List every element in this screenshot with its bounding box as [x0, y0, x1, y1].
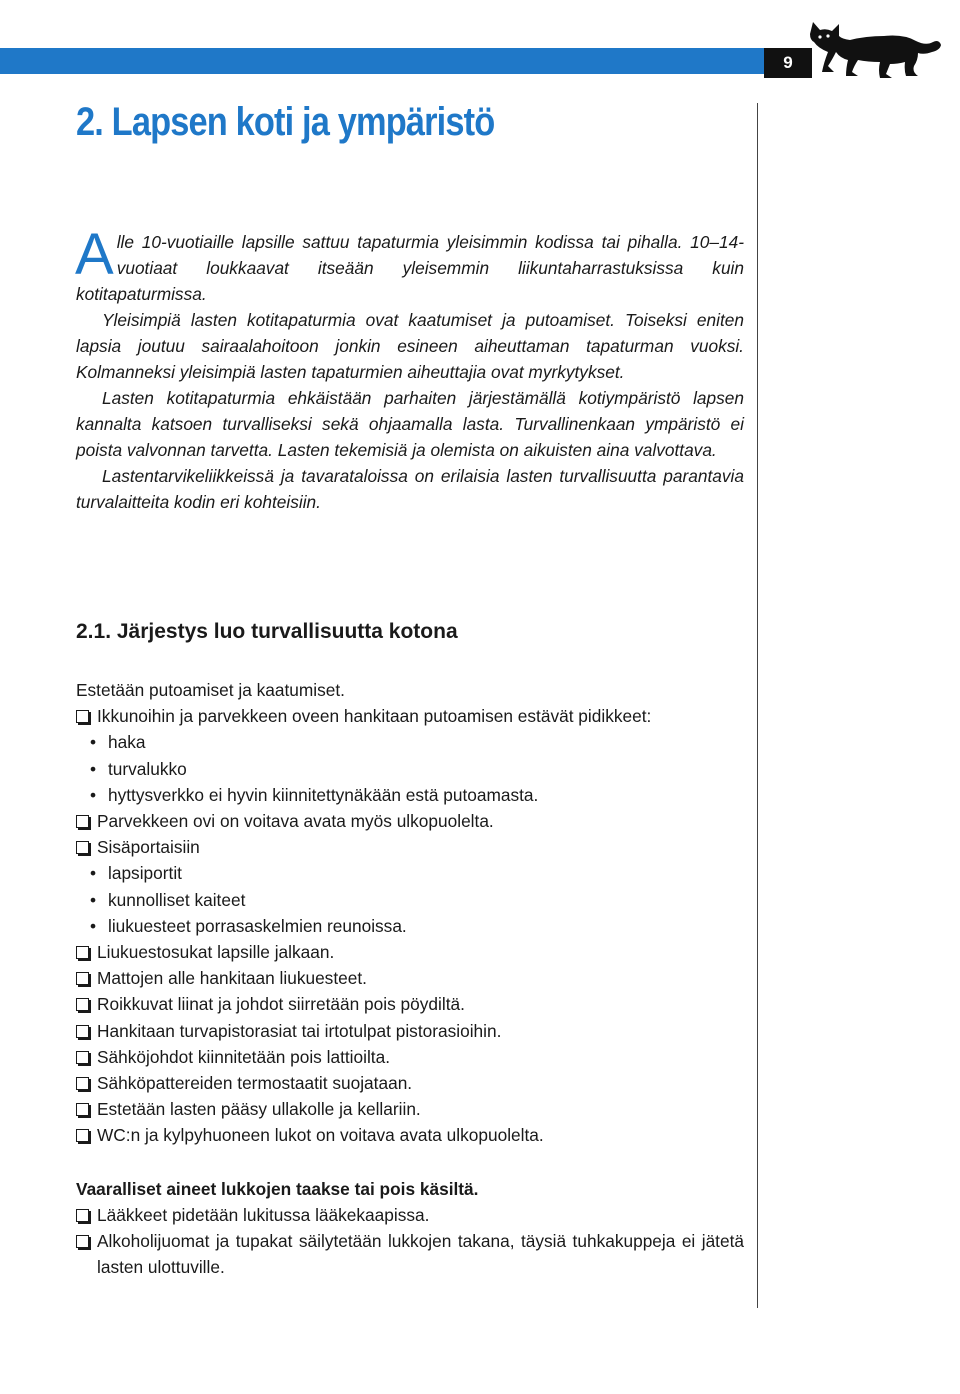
bullet-icon: • — [90, 784, 97, 805]
list-item: Sisäportaisiin — [76, 834, 744, 860]
intro-text — [75, 222, 744, 515]
list-item: Sähköjohdot kiinnitetään pois lattioilta. — [76, 1044, 744, 1070]
bullet-icon: • — [90, 758, 97, 779]
hazard-heading: Vaaralliset aineet lukkojen taakse tai pois käsiltä. — [76, 1178, 479, 1199]
drop-cap: A — [75, 222, 114, 287]
checkbox-icon — [76, 1077, 89, 1090]
page-number: 9 — [764, 48, 812, 78]
chapter-title: 2. Lapsen koti ja ympäristö — [76, 100, 495, 144]
sub-list-item: • lapsiportit — [76, 860, 744, 886]
list-item: Mattojen alle hankitaan liukuesteet. — [76, 965, 744, 991]
bullet-icon: • — [90, 732, 97, 753]
list-item: Lääkkeet pidetään lukitussa lääkekaapissa. — [76, 1202, 744, 1228]
list-item: Parvekkeen ovi on voitava avata myös ulkopuolelta. — [76, 808, 744, 834]
sub-list-item: • kunnolliset kaiteet — [76, 887, 744, 913]
checkbox-icon — [76, 972, 89, 985]
list-item: Roikkuvat liinat ja johdot siirretään pois pöydiltä. — [76, 991, 744, 1017]
checkbox-icon — [76, 815, 89, 828]
intro-paragraph-2: Yleisimpiä lasten kotitapaturmia ovat kaatumiset ja putoamiset. Toiseksi eniten lapsia joutuu sairaalahoitoon jonkin esineen aiheuttaman tapaturman vuoksi. Kolmanneksi yleisimpiä lasten tapaturmien aiheuttajia ovat myrkytykset. — [76, 310, 744, 382]
list-item: Hankitaan turvapistorasiat tai irtotulpat pistorasioihin. — [76, 1018, 744, 1044]
header-band — [0, 48, 812, 74]
checkbox-icon — [76, 1129, 89, 1142]
cat-icon — [806, 14, 944, 80]
list-item: Liukuestosukat lapsille jalkaan. — [76, 939, 744, 965]
checkbox-icon — [76, 1025, 89, 1038]
bullet-icon: • — [90, 889, 97, 910]
list-item: Sähköpattereiden termostaatit suojataan. — [76, 1070, 744, 1096]
intro-paragraph-4: Lastentarvikeliikkeissä ja tavarataloissa on erilaisia lasten turvallisuutta parantavia turvalaitteita kodin eri kohteisiin. — [76, 466, 744, 512]
checkbox-icon — [76, 998, 89, 1011]
bullet-icon: • — [90, 915, 97, 936]
intro-paragraph-1-text: lle 10-vuotiaille lapsille sattuu tapaturmia yleisimmin kodissa tai pihalla. 10–14-vuotiaat loukkaavat itseään yleisemmin liikuntaharrastuksissa kuin kotitapaturmissa. — [76, 232, 744, 304]
checkbox-icon — [76, 710, 89, 723]
section-lead: Estetään putoamiset ja kaatumiset. — [76, 680, 345, 700]
checkbox-icon — [76, 841, 89, 854]
checkbox-icon — [76, 1103, 89, 1116]
checkbox-icon — [76, 1235, 89, 1248]
list-item: Estetään lasten pääsy ullakolle ja kellariin. — [76, 1096, 744, 1122]
checkbox-icon — [76, 1209, 89, 1222]
list-item: Ikkunoihin ja parvekkeen oveen hankitaan putoamisen estävät pidikkeet: — [76, 703, 744, 729]
column-divider — [757, 103, 758, 1308]
checklist — [76, 677, 744, 1280]
intro-paragraph-3: Lasten kotitapaturmia ehkäistään parhaiten järjestämällä kotiympäristö lapsen kannalta katsoen turvalliseksi sekä ohjaamalla lasta. Turvallinenkaan ympäristö ei poista valvonnan tarvetta. Lasten tekemisiä ja olemista on aikuisten aina valvottava. — [76, 388, 744, 460]
sub-list-item: • turvalukko — [76, 756, 744, 782]
sub-list-item: • liukuesteet porrasaskelmien reunoissa. — [76, 913, 744, 939]
sub-list-item: • hyttysverkko ei hyvin kiinnitettynäkään estä putoamasta. — [76, 782, 744, 808]
sub-list-item: • haka — [76, 729, 744, 755]
intro-paragraph-1 — [75, 222, 744, 307]
checkbox-icon — [76, 946, 89, 959]
list-item: Alkoholijuomat ja tupakat säilytetään lukkojen takana, täysiä tuhkakuppeja ei jätetä lasten ulottuville. — [76, 1228, 744, 1280]
section-title: 2.1. Järjestys luo turvallisuutta kotona — [76, 620, 458, 643]
checkbox-icon — [76, 1051, 89, 1064]
bullet-icon: • — [90, 863, 97, 884]
list-item: WC:n ja kylpyhuoneen lukot on voitava avata ulkopuolelta. — [76, 1122, 744, 1148]
